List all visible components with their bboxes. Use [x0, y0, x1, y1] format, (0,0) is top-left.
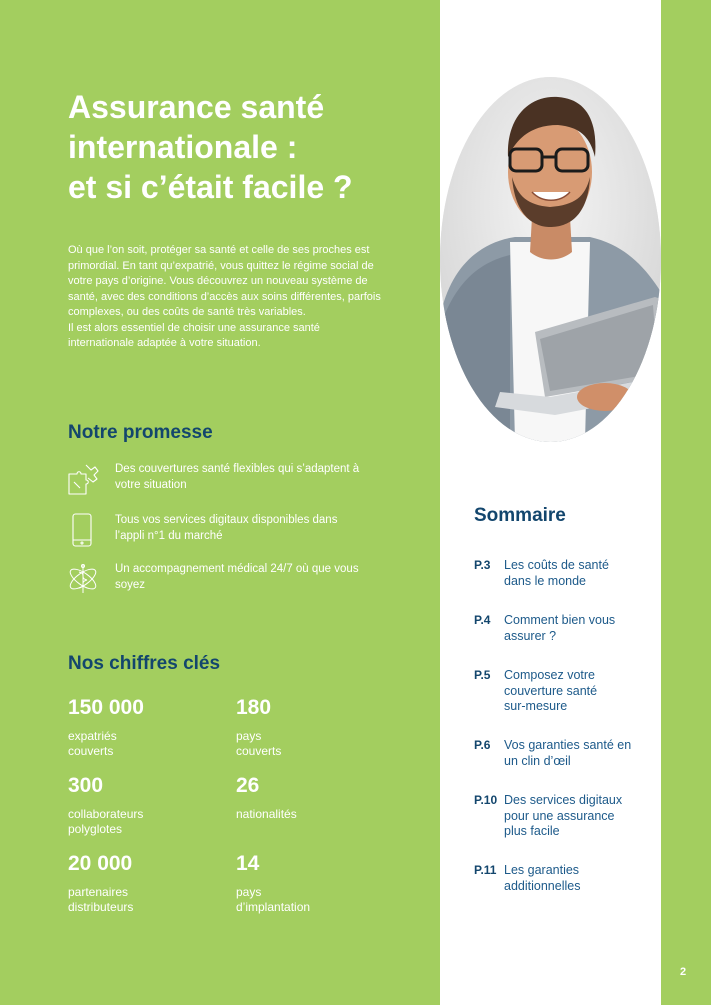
hero-photo	[440, 77, 661, 442]
medical-caduceus-icon	[66, 562, 100, 596]
promise-item	[66, 562, 386, 602]
key-figure-label: pays couverts	[236, 729, 282, 758]
toc-item-label: Les garanties additionnelles	[504, 863, 581, 893]
key-figure	[236, 696, 386, 759]
page-title	[68, 87, 428, 207]
toc-item-label: Des services digitaux pour une assurance plus facile	[504, 793, 623, 838]
promise-text: Un accompagnement médical 24/7 où que vous soyez	[115, 563, 359, 591]
key-figure-label: collaborateurs polyglotes	[68, 807, 144, 836]
promise-item	[66, 513, 386, 553]
toc-page-number: P.6	[474, 738, 491, 752]
key-figure-value: 20 000	[68, 852, 133, 875]
key-figure-value: 150 000	[68, 696, 144, 719]
toc-page-number: P.11	[474, 863, 497, 877]
promise-item	[66, 462, 386, 502]
toc-item-label: Comment bien vous assurer ?	[504, 613, 616, 643]
key-figure-value: 26	[236, 774, 260, 797]
key-figure	[68, 774, 218, 837]
page-number: 2	[680, 966, 687, 978]
toc-page-number: P.4	[474, 613, 491, 627]
key-figure-label: expatriés couverts	[68, 729, 117, 758]
sommaire-heading: Sommaire	[474, 505, 566, 526]
toc-item-label: Les coûts de santé dans le monde	[504, 558, 609, 588]
toc-page-number: P.10	[474, 793, 498, 807]
puzzle-icon	[66, 462, 100, 496]
key-figure	[68, 696, 218, 759]
key-figure-value: 300	[68, 774, 104, 797]
title-line-1: Assurance santé	[68, 89, 325, 125]
right-green-strip	[661, 0, 711, 1005]
man-with-laptop-illustration	[440, 77, 661, 442]
key-figures-heading: Nos chiffres clés	[68, 653, 221, 674]
title-line-2: internationale :	[68, 129, 298, 165]
toc-item-label: Vos garanties santé en un clin d’œil	[504, 738, 632, 768]
title-line-3: et si c’était facile ?	[68, 169, 353, 205]
smartphone-icon	[66, 513, 100, 547]
intro-text	[68, 243, 386, 352]
key-figure-value: 180	[236, 696, 272, 719]
intro-paragraph-2: Il est alors essentiel de choisir une assurance santé internationale adaptée à votre situation.	[68, 321, 320, 349]
key-figure-label: nationalités	[236, 807, 297, 821]
promise-heading: Notre promesse	[68, 422, 213, 443]
promise-text: Tous vos services digitaux disponibles dans l’appli n°1 du marché	[115, 514, 338, 542]
promise-text: Des couvertures santé flexibles qui s’adaptent à votre situation	[115, 463, 360, 491]
key-figure	[236, 852, 386, 915]
key-figure	[236, 774, 386, 822]
key-figure-label: pays d’implantation	[236, 885, 311, 914]
intro-paragraph-1: Où que l’on soit, protéger sa santé et celle de ses proches est primordial. En tant qu’expatrié, vous quittez le régime social de votre pays d’origine. Vous découvrez un nouveau système de santé, avec des conditions d’accès aux soins différentes, parfois complexes, ou des coûts de santé très variables.	[68, 244, 381, 318]
key-figure	[68, 852, 218, 915]
toc-page-number: P.3	[474, 558, 491, 572]
key-figure-value: 14	[236, 852, 260, 875]
toc-item-label: Composez votre couverture santé sur-mesure	[504, 668, 598, 713]
key-figure-label: partenaires distributeurs	[68, 885, 134, 914]
toc-page-number: P.5	[474, 668, 491, 682]
